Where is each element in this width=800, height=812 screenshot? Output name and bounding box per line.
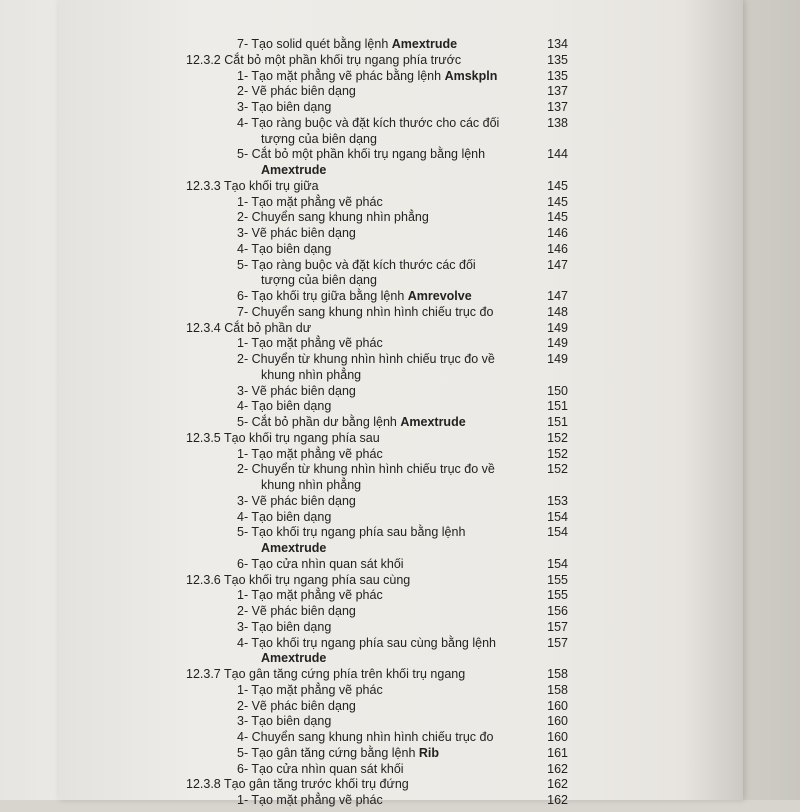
toc-entry-label: 6- Tạo cửa nhìn quan sát khối xyxy=(237,761,404,776)
toc-command-name: Amextrude xyxy=(391,37,458,51)
toc-entry-label: 12.3.7 Tạo gân tăng cứng phía trên khối trụ ngang xyxy=(186,667,466,681)
toc-entry-text xyxy=(237,351,495,367)
toc-entry-label: 1- Tạo mặt phẳng vẽ phác xyxy=(237,336,383,351)
toc-page-number: 155 xyxy=(547,572,568,587)
toc-command-name: Amskpln xyxy=(444,68,498,83)
toc-page-number: 134 xyxy=(547,37,568,51)
toc-entry-label: 4- Tạo khối trụ ngang phía sau cùng bằng lệnh xyxy=(237,635,496,650)
toc-page-number: 151 xyxy=(547,415,568,429)
toc-page-number: 160 xyxy=(547,730,568,744)
toc-entry-label: 1- Tạo mặt phẳng vẽ phác xyxy=(237,588,383,603)
toc-page-number: 137 xyxy=(547,100,568,114)
toc-entry-label: 3- Vẽ phác biên dạng xyxy=(237,226,356,240)
toc-entry-label: 3- Tạo biên dạng xyxy=(237,100,332,114)
toc-page-number: 149 xyxy=(547,320,568,335)
toc-page-number: 146 xyxy=(547,226,568,240)
toc-page-number: 148 xyxy=(547,304,568,319)
toc-page-number: 156 xyxy=(547,604,568,618)
toc-entry-text xyxy=(237,698,356,714)
toc-entry-text xyxy=(237,68,497,84)
toc-entry-text xyxy=(261,367,361,383)
toc-entry-text xyxy=(237,446,383,462)
toc-entry-text xyxy=(186,572,410,588)
toc-entry-label: 1- Tạo mặt phẳng vẽ phác xyxy=(237,446,383,461)
toc-entry-text xyxy=(237,461,495,477)
toc-entry-label: 3- Vẽ phác biên dạng xyxy=(237,383,356,398)
toc-entry-text xyxy=(237,414,466,430)
toc-page-number: 152 xyxy=(547,430,568,445)
toc-page-number: 149 xyxy=(547,336,568,351)
toc-entry-text xyxy=(237,335,383,351)
toc-entry-text xyxy=(237,493,356,509)
toc-command-name: Amextrude xyxy=(261,541,327,555)
toc-entry-label: 7- Chuyển sang khung nhìn hình chiếu trục đo xyxy=(237,304,494,319)
toc-page-number: 150 xyxy=(547,383,568,398)
toc-entry-label: 12.3.5 Tạo khối trụ ngang phía sau xyxy=(186,430,380,445)
toc-entry-label: 1- Tạo mặt phẳng vẽ phác bằng lệnh xyxy=(237,68,445,83)
toc-page-number: 158 xyxy=(547,667,568,681)
toc-entry-label: 12.3.8 Tạo gân tăng trước khối trụ đứng xyxy=(186,777,409,792)
toc-entry-text xyxy=(261,272,377,288)
toc-entry-text xyxy=(237,99,331,115)
toc-entry-text xyxy=(237,509,331,525)
toc-entry-label: 12.3.6 Tạo khối trụ ngang phía sau cùng xyxy=(186,572,411,587)
toc-entry-label: 5- Tạo ràng buộc và đặt kích thước các đối xyxy=(237,257,476,272)
toc-entry-label: 6- Tạo cửa nhìn quan sát khối xyxy=(237,556,404,571)
toc-page-number: 145 xyxy=(547,210,568,225)
toc-entry-text xyxy=(261,162,326,178)
toc-entry-text xyxy=(261,540,326,556)
toc-entry-text xyxy=(237,115,499,131)
toc-entry-text xyxy=(186,666,465,682)
toc-entry-text xyxy=(237,635,496,651)
toc-entry-label: 1- Tạo mặt phẳng vẽ phác xyxy=(237,194,383,209)
toc-entry-text xyxy=(186,430,380,446)
toc-page-number: 162 xyxy=(547,761,568,776)
toc-page-number: 157 xyxy=(547,635,568,650)
toc-item-row xyxy=(0,792,800,812)
toc-entry-text xyxy=(237,556,404,572)
toc-page-number: 160 xyxy=(547,698,568,713)
toc-entry-text xyxy=(237,304,493,320)
toc-entry-label: 12.3.2 Cắt bỏ một phần khối trụ ngang phía trước xyxy=(186,52,462,67)
toc-page-number: 162 xyxy=(547,777,568,792)
toc-entry-text xyxy=(237,619,331,635)
toc-entry-label: 1- Tạo mặt phẳng vẽ phác xyxy=(237,682,383,697)
toc-entry-text xyxy=(237,745,439,761)
toc-entry-text xyxy=(237,194,383,210)
toc-page-number: 160 xyxy=(547,714,568,729)
toc-entry-label: 2- Chuyển sang khung nhìn phẳng xyxy=(237,210,429,225)
toc-page-number: 147 xyxy=(547,257,568,272)
toc-entry-text xyxy=(237,682,383,698)
toc-page-number: 135 xyxy=(547,68,568,83)
toc-entry-label: 2- Vẽ phác biên dạng xyxy=(237,604,356,618)
toc-entry-label: 3- Tạo biên dạng xyxy=(237,619,332,634)
toc-command-name: Rib xyxy=(418,745,440,760)
toc-page-number: 154 xyxy=(547,525,568,540)
toc-entry-label: 6- Tạo khối trụ giữa bằng lệnh xyxy=(237,289,408,303)
toc-page-number: 135 xyxy=(547,52,568,67)
toc-entry-label: 4- Chuyển sang khung nhìn hình chiếu trục đo xyxy=(237,730,494,744)
toc-page-number: 138 xyxy=(547,115,568,130)
toc-entry-text xyxy=(237,729,493,745)
toc-entry-text xyxy=(237,36,457,52)
toc-entry-text xyxy=(237,83,356,99)
toc-entry-label: 12.3.3 Tạo khối trụ giữa xyxy=(186,178,319,193)
toc-entry-text xyxy=(237,241,331,257)
toc-entry-text xyxy=(261,131,377,147)
toc-entry-text xyxy=(237,288,472,304)
toc-entry-text xyxy=(237,587,383,603)
toc-entry-label: khung nhìn phẳng xyxy=(261,478,362,492)
toc-entry-text xyxy=(237,257,476,273)
toc-entry-label: 12.3.4 Cắt bỏ phần dư xyxy=(186,320,312,335)
toc-entry-label: 3- Vẽ phác biên dạng xyxy=(237,493,356,508)
toc-entry-label: 1- Tạo mặt phẳng vẽ phác xyxy=(237,793,383,807)
toc-entry-text xyxy=(237,713,331,729)
toc-entry-label: 2- Vẽ phác biên dạng xyxy=(237,84,356,99)
toc-entry-label: 7- Tạo solid quét bằng lệnh xyxy=(237,37,392,51)
toc-entry-text xyxy=(237,225,356,241)
toc-command-name: Amextrude xyxy=(400,415,466,429)
toc-entry-label: 4- Tạo ràng buộc và đặt kích thước cho các đối xyxy=(237,115,500,130)
toc-page-number: 145 xyxy=(547,178,568,193)
toc-entry-label: 5- Cắt bỏ một phần khối trụ ngang bằng lệnh xyxy=(237,147,486,162)
toc-entry-text xyxy=(186,52,461,68)
toc-entry-text xyxy=(237,761,404,777)
toc-entry-text xyxy=(237,383,356,399)
toc-entry-label: 4- Tạo biên dạng xyxy=(237,509,332,524)
toc-page-number: 161 xyxy=(547,745,568,760)
toc-entry-label: 2- Chuyển từ khung nhìn hình chiếu trục đo về xyxy=(237,462,495,477)
toc-entry-text xyxy=(186,178,319,194)
toc-entry-text xyxy=(261,477,361,493)
toc-entry-text xyxy=(237,603,356,619)
toc-entry-label: tượng của biên dạng xyxy=(261,131,377,146)
toc-page-number: 152 xyxy=(547,446,568,461)
toc-entry-text xyxy=(237,398,331,414)
toc-page-number: 151 xyxy=(547,399,568,414)
toc-page-number: 154 xyxy=(547,509,568,524)
toc-entry-label: tượng của biên dạng xyxy=(261,273,377,288)
toc-entry-label: 5- Tạo khối trụ ngang phía sau bằng lệnh xyxy=(237,525,466,540)
toc-page-number: 157 xyxy=(547,619,568,634)
toc-entry-text xyxy=(237,146,485,162)
toc-entry-label: 5- Cắt bỏ phần dư bằng lệnh xyxy=(237,415,401,429)
toc-page-number: 158 xyxy=(547,682,568,697)
toc-page-number: 137 xyxy=(547,84,568,99)
toc-page-number: 147 xyxy=(547,289,568,303)
toc-entry-text xyxy=(237,792,383,808)
toc-entry-label: 5- Tạo gân tăng cứng bằng lệnh xyxy=(237,745,419,760)
toc-page-number: 155 xyxy=(547,588,568,603)
toc-entry-label: 4- Tạo biên dạng xyxy=(237,399,332,414)
toc-entry-label: 4- Tạo biên dạng xyxy=(237,241,332,256)
toc-command-name: Amrevolve xyxy=(407,289,472,303)
toc-command-name: Amextrude xyxy=(261,651,327,666)
toc-command-name: Amextrude xyxy=(261,163,327,177)
toc-entry-label: khung nhìn phẳng xyxy=(261,367,362,382)
toc-entry-text xyxy=(261,650,326,666)
toc-entry-label: 2- Vẽ phác biên dạng xyxy=(237,698,356,713)
toc-page-number: 154 xyxy=(547,556,568,571)
toc-entry-label: 3- Tạo biên dạng xyxy=(237,714,332,729)
toc-page-number: 145 xyxy=(547,194,568,209)
toc-page-number: 153 xyxy=(547,493,568,508)
toc-entry-text xyxy=(186,776,409,792)
toc-entry-text xyxy=(237,524,465,540)
toc-entry-text xyxy=(237,209,429,225)
toc-entry-label: 2- Chuyển từ khung nhìn hình chiếu trục đo về xyxy=(237,352,495,366)
toc-entry-text xyxy=(186,320,311,336)
toc-page-number: 146 xyxy=(547,241,568,256)
toc-page-number: 162 xyxy=(547,793,568,807)
toc-page-number: 144 xyxy=(547,147,568,162)
toc-page-number: 152 xyxy=(547,462,568,477)
toc-page-number: 149 xyxy=(547,352,568,366)
